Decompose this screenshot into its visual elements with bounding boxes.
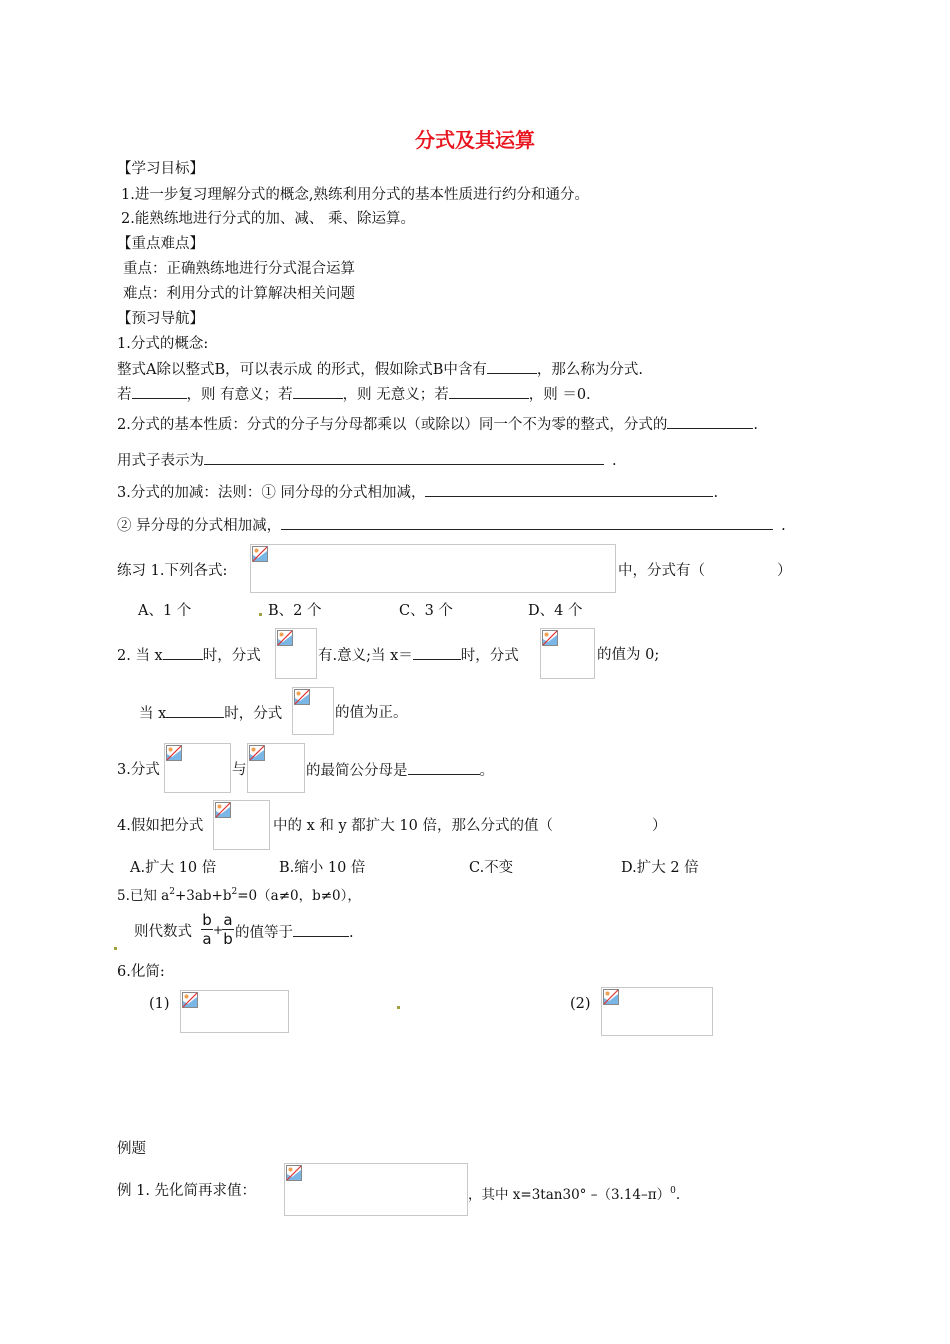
text: 5.已知 a [117,888,170,904]
exercise-5-given [117,882,361,906]
text: ，则 无意义；若 [342,387,449,403]
exercise-2-value-zero: 的值为 0; [597,647,660,663]
preview-1-line-1 [117,359,643,380]
broken-image-icon [252,546,268,562]
formula-image [292,687,334,735]
difficulty: 难点：利用分式的计算解决相关问题 [123,286,355,302]
text: 2. 当 x [117,648,163,664]
exercise-2-line-1 [117,645,261,666]
exercise-4-label: 4.假如把分式 [117,818,204,834]
text: 当 x [139,706,167,722]
exercise-5-expression-label: 则代数式 [134,924,192,940]
exercise-6-label: 6.化简: [117,964,165,980]
formula-image [213,800,270,850]
exercise-4-tail: 中的 x 和 y 都扩大 10 倍，那么分式的值（ [273,818,553,834]
text: 用式子表示为 [117,453,204,469]
answer-blank[interactable] [408,760,480,775]
text: ② 异分母的分式相加减， [117,518,282,534]
answer-blank[interactable] [132,384,187,399]
key-point: 重点：正确熟练地进行分式混合运算 [123,261,355,277]
exercise-6-part-1: (1) [149,996,170,1012]
answer-blank[interactable] [204,450,604,465]
broken-image-icon [249,745,265,761]
text: . [612,453,617,469]
text: 2.分式的基本性质：分式的分子与分母都乘以（或除以）同一个不为零的整式，分式的 [117,417,668,433]
preview-1-line-2 [117,384,591,405]
broken-image-icon [542,630,558,646]
text: 有.意义;当 x＝ [318,648,413,664]
exercise-2-line-2 [139,703,282,724]
text: 整式A除以整式B，可以表示成 的形式，假如除式B中含有 [117,362,487,378]
preview-header: 【预习导航】 [117,311,204,327]
exercise-1-label: 练习 1.下列各式: [117,563,228,579]
stray-dot [259,613,262,616]
text: . [753,417,758,433]
superscript: 2 [231,887,238,897]
exercise-1-tail: 中，分式有（ [618,563,705,579]
formula-image [275,628,317,679]
broken-image-icon [215,802,231,818]
exercise-3-label: 3.分式 [117,762,160,778]
numerator: b [202,911,212,929]
text: =0（a≠0，b≠0）， [237,888,361,904]
exercise-4-close: ） [652,818,667,834]
formula-image [180,990,289,1033]
text: 的最简公分母是 [306,763,408,779]
text: 。 [479,763,494,779]
option-a[interactable]: A.扩大 10 倍 [130,860,217,876]
example-1-condition [468,1181,680,1205]
text: 时，分式 [224,706,283,722]
answer-blank[interactable] [293,922,349,937]
formula-image [284,1163,468,1216]
broken-image-icon [294,689,310,705]
answer-blank[interactable] [281,515,773,530]
answer-blank[interactable] [293,384,343,399]
answer-blank[interactable] [487,359,537,374]
text: . [349,925,354,941]
broken-image-icon [166,745,182,761]
broken-image-icon [182,992,198,1008]
exercise-5-tail [235,922,354,943]
option-b[interactable]: B.缩小 10 倍 [279,860,366,876]
numerator: a [223,911,233,929]
exercise-1-close: ） [777,563,792,579]
preview-2-line-1 [117,414,758,435]
text: +3ab+b [174,888,232,904]
option-c[interactable]: C.不变 [469,860,514,876]
exercise-6-part-2: (2) [570,996,591,1012]
text: 时，分式 [460,648,519,664]
exercise-2-line-1b [318,645,519,666]
text: 3.分式的加减：法则：① 同分母的分式相加减， [117,485,426,501]
broken-image-icon [277,630,293,646]
text: ，其中 x=3tan30° –（3.14–π） [468,1187,671,1203]
goal-2: 2.能熟练地进行分式的加、减、 乘、除运算。 [121,211,415,227]
text: 时，分式 [202,648,261,664]
exercise-2-value-positive: 的值为正。 [335,705,408,721]
text: ，那么称为分式. [536,362,643,378]
text: . [781,518,786,534]
preview-1-title: 1.分式的概念: [117,336,209,352]
option-c[interactable]: C、3 个 [399,603,453,619]
fraction-a-over-b [221,912,235,947]
formula-image [540,628,595,679]
answer-blank[interactable] [667,414,753,429]
answer-blank[interactable] [166,703,224,718]
preview-3-line-1 [117,482,718,503]
stray-dot [114,947,117,950]
goal-1: 1.进一步复习理解分式的概念,熟练利用分式的基本性质进行约分和通分。 [121,187,589,203]
answer-blank[interactable] [425,482,713,497]
denominator: b [223,930,233,948]
answer-blank[interactable] [449,384,529,399]
superscript: 2 [169,887,175,897]
option-d[interactable]: D.扩大 2 倍 [621,860,699,876]
goals-header: 【学习目标】 [117,161,204,177]
example-1-label: 例 1. 先化简再求值： [117,1183,257,1199]
examples-header: 例题 [117,1141,146,1157]
formula-image [250,544,616,593]
formula-image [601,987,713,1036]
answer-blank[interactable] [163,645,203,660]
text: ，则 ＝0. [528,387,591,403]
text: . [675,1187,681,1203]
formula-image [164,743,231,793]
option-d[interactable]: D、4 个 [528,603,583,619]
text: 的值等于 [235,925,293,941]
answer-blank[interactable] [413,645,461,660]
option-a[interactable]: A、1 个 [138,603,192,619]
text: ，则 有意义；若 [186,387,293,403]
preview-3-line-2 [117,515,786,536]
denominator: a [202,930,212,948]
formula-image [247,743,305,793]
exercise-3-and: 与 [232,762,247,778]
exercise-3-tail [306,760,494,781]
key-header: 【重点难点】 [117,236,204,252]
broken-image-icon [603,989,619,1005]
text: 若 [117,387,132,403]
fraction-b-over-a [200,912,214,947]
option-b[interactable]: B、2 个 [268,603,322,619]
superscript: 0 [670,1186,676,1196]
broken-image-icon [286,1165,302,1181]
plus-sign: + [213,923,224,937]
stray-dot [397,1006,400,1009]
preview-2-line-2 [117,450,617,471]
text: . [713,485,719,501]
page-title: 分式及其运算 [415,128,535,152]
